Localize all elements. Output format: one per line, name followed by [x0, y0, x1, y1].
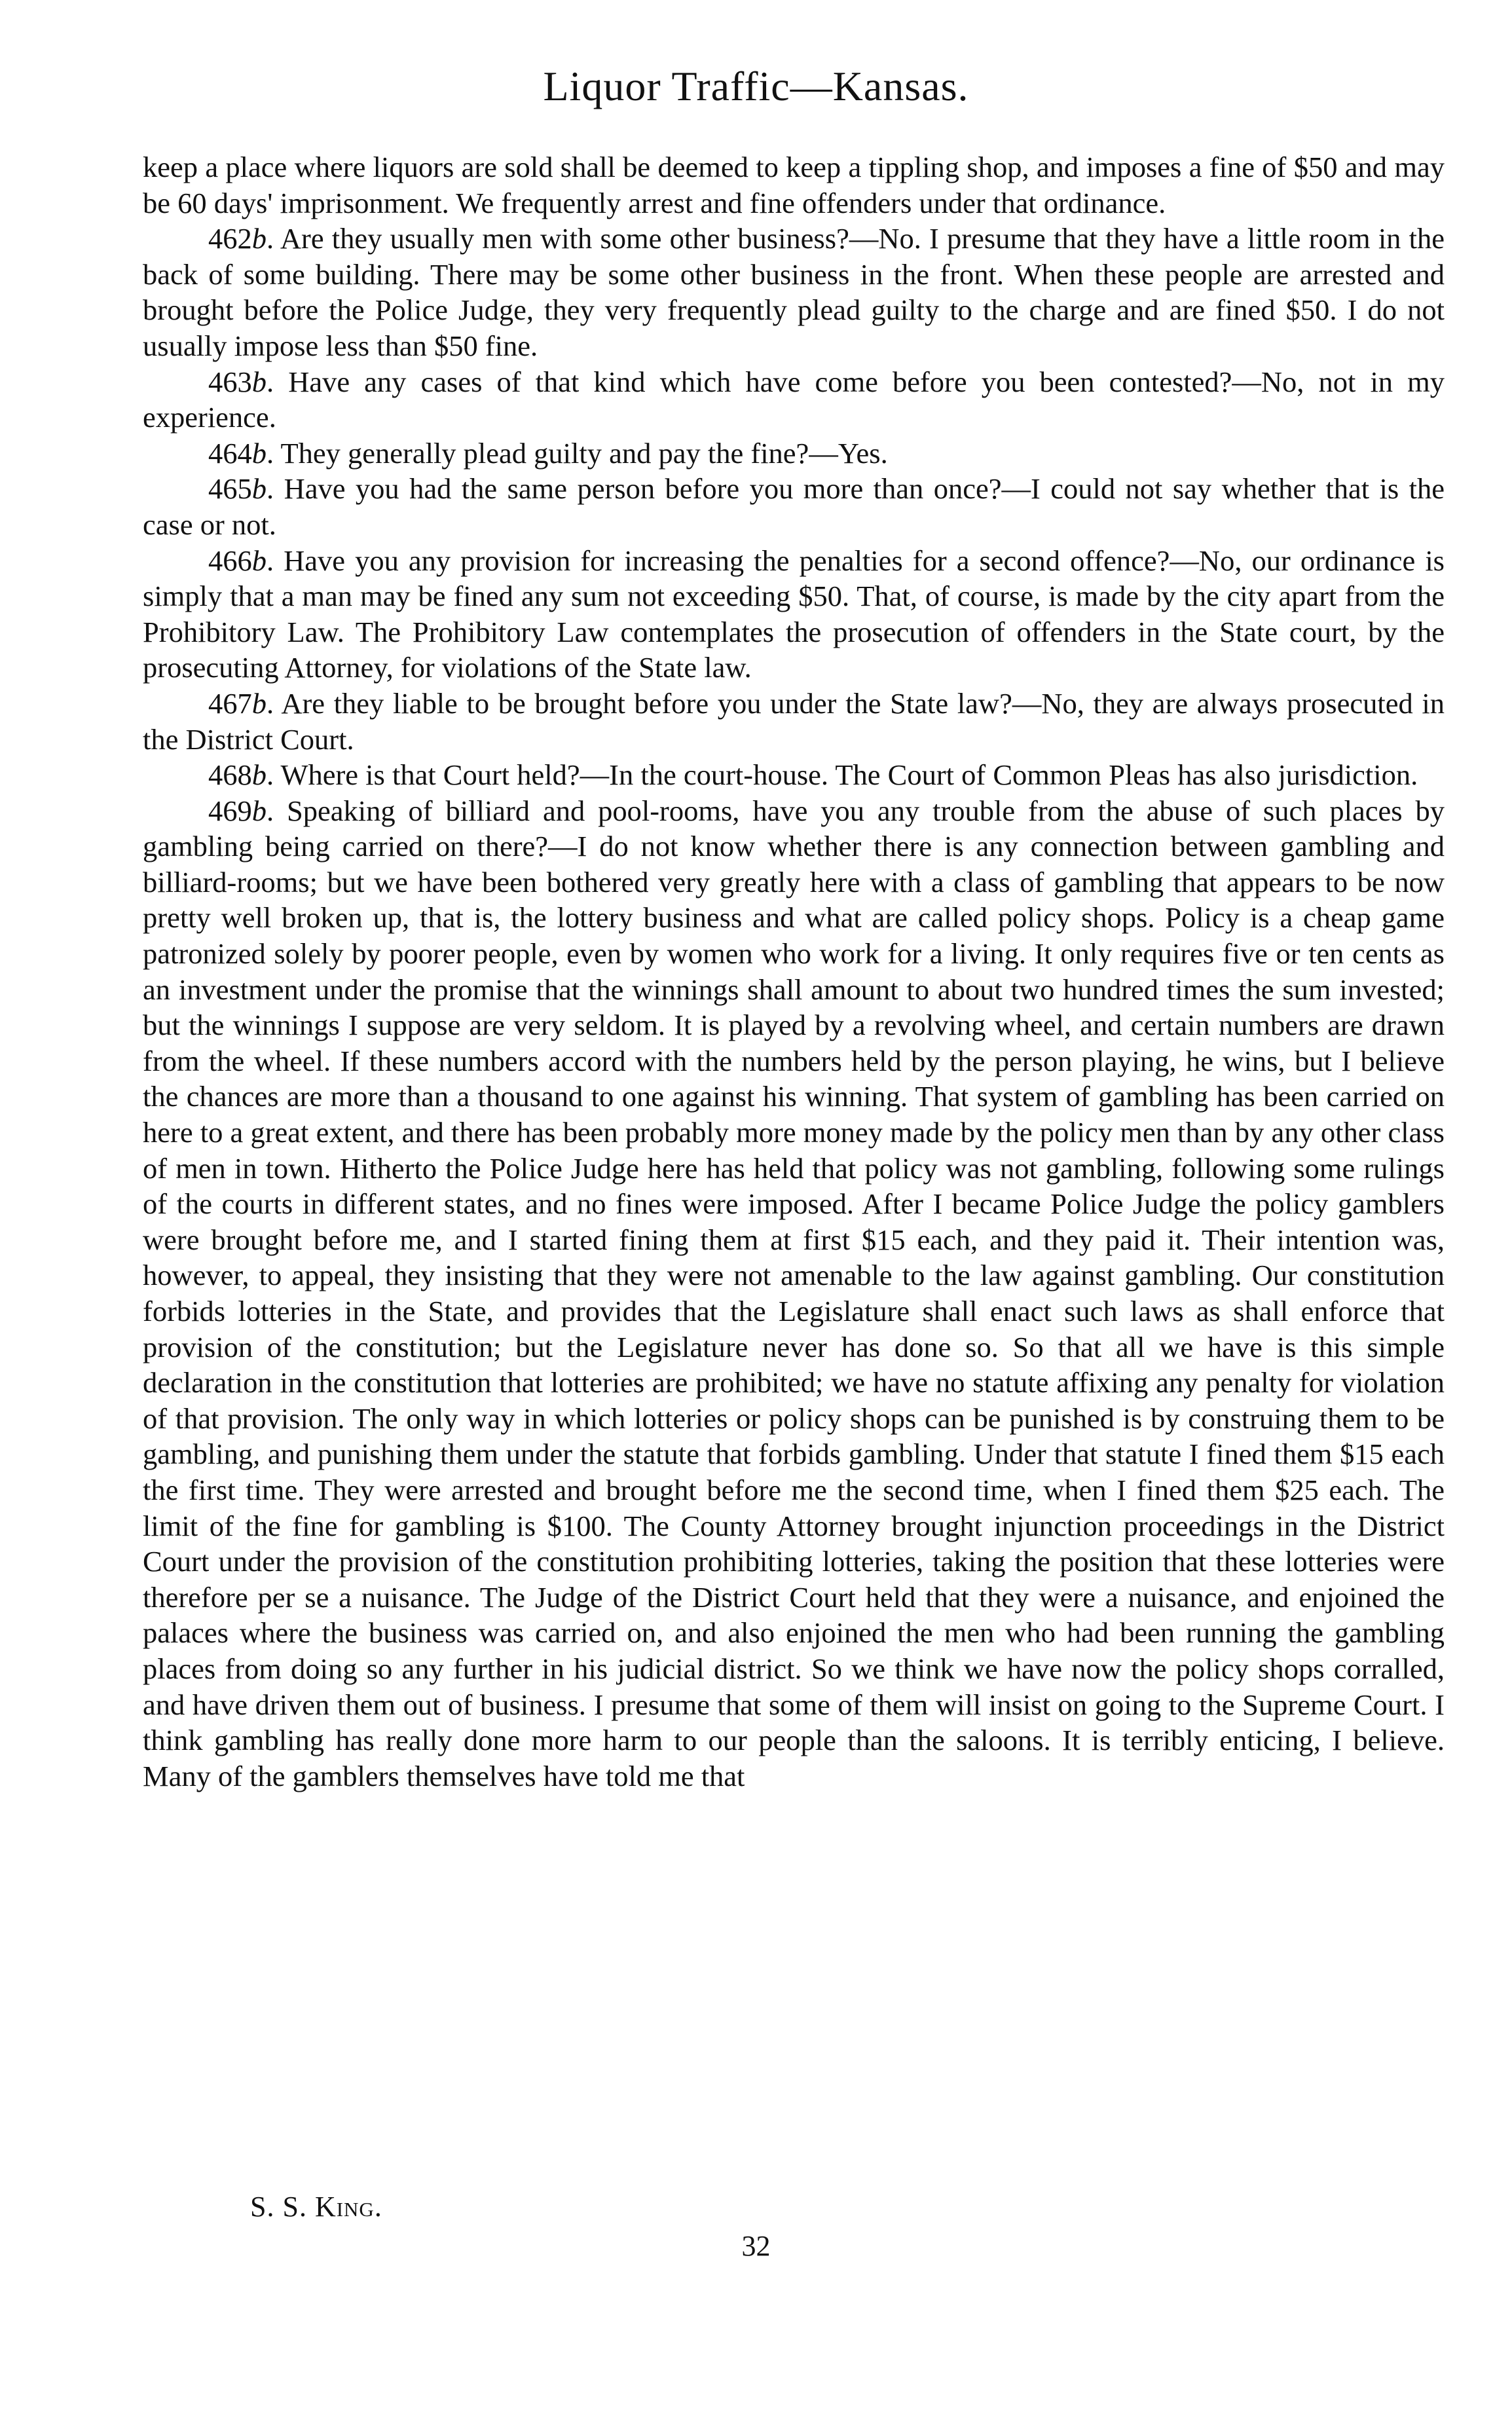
question-number: 463 — [208, 365, 252, 398]
question-number: 469 — [208, 794, 252, 827]
testimony-body — [143, 149, 1445, 1794]
question-number-suffix: b — [251, 686, 267, 720]
paragraph-text: . Speaking of billiard and pool-rooms, have you any trouble from the abuse of such places by gambling being carried on there?—I do not know whether there is any connection between gambling and billiard-rooms; but we have been bothered very greatly here with a class of gambling that appears to be now pretty well broken up, that is, the lottery business and what are called policy shops. Policy is a cheap game patronized solely by poorer people, even by women who work for a living. It only requires five or ten cents as an investment under the promise that the winnings shall amount to about two hundred times the sum invested; but the winnings I suppose are very seldom. It is played by a revolving wheel, and certain numbers are drawn from the wheel. If these numbers accord with the numbers held by the person playing, he wins, but I believe the chances are more than a thousand to one against his winning. That system of gambling has been carried on here to a great extent, and there has been probably more money made by the policy men than by any other class of men in town. Hitherto the Police Judge here has held that policy was not gambling, following some rulings of the courts in different states, and no fines were imposed. After I became Police Judge the policy gamblers were brought before me, and I started fining them at first $15 each, and they paid it. Their intention was, however, to appeal, they insisting that they were not amenable to the law against gambling. Our constitution forbids lotteries in the State, and provides that the Legislature shall enact such laws as shall enforce that provision of the constitution; but the Legislature never has done so. So that all we have is this simple declaration in the constitution that lotteries are prohibited; we have no statute affixing any penalty for violation of that provision. The only way in which lotteries or policy shops can be punished is by construing them to be gambling, and punishing them under the statute that forbids gambling. Under that statute I fined them $15 each the first time. They were arrested and brought before me the second time, when I fined them $25 each. The limit of the fine for gambling is $100. The County Attorney brought injunction proceedings in the District Court under the provision of the constitution prohibiting lotteries, taking the position that these lotteries were therefore per se a nuisance. The Judge of the District Court held that they were a nuisance, and enjoined the palaces where the business was carried on, and also enjoined the men who had been running the gambling places from doing so any further in his judicial district. So we think we have now the policy shops corralled, and have driven them out of business. I presume that some of them will insist on going to the Supreme Court. I think gambling has really done more harm to our people than the saloons. It is terribly enticing, I believe. Many of the gamblers themselves have told me that — [143, 794, 1445, 1792]
question-468b — [143, 757, 1445, 793]
question-number: 468 — [208, 758, 252, 792]
paragraph-text: . Are they usually men with some other business?—No. I presume that they have a little room in the back of some building. There may be some other business in the front. When these people are arrested and brought before the Police Judge, they very frequently plead guilty to the charge and are fined $50. I do not usually impose less than $50 fine. — [143, 222, 1445, 362]
question-465b — [143, 471, 1445, 542]
question-number-suffix: b — [251, 472, 267, 506]
witness-signature: S. S. King. — [250, 2191, 382, 2223]
question-466b — [143, 543, 1445, 686]
question-464b — [143, 436, 1445, 472]
question-number-suffix: b — [251, 222, 267, 255]
page-number: 32 — [741, 2230, 771, 2262]
paragraph-continuation — [143, 149, 1445, 221]
question-number-suffix: b — [251, 365, 267, 398]
running-title: Liquor Traffic—Kansas. — [543, 63, 969, 109]
paragraph-text: keep a place where liquors are sold shall be deemed to keep a tippling shop, and imposes a fine of $50 and may be 60 days' imprisonment. We frequently arrest and fine offenders under that ordinance. — [143, 151, 1445, 219]
question-462b — [143, 221, 1445, 363]
question-number-suffix: b — [251, 436, 267, 470]
question-number-suffix: b — [251, 758, 267, 792]
question-467b — [143, 686, 1445, 757]
question-number: 466 — [208, 544, 252, 577]
paragraph-text: . Where is that Court held?—In the court-house. The Court of Common Pleas has also jurisdiction. — [267, 758, 1418, 792]
question-469b — [143, 793, 1445, 1794]
paragraph-text: . Are they liable to be brought before you under the State law?—No, they are always prosecuted in the District Court. — [143, 686, 1445, 756]
question-number-suffix: b — [251, 544, 267, 577]
paragraph-text: . Have you had the same person before you more than once?—I could not say whether that is the case or not. — [143, 472, 1445, 541]
question-463b — [143, 364, 1445, 436]
paragraph-text: . They generally plead guilty and pay the fine?—Yes. — [267, 436, 888, 470]
question-number-suffix: b — [251, 794, 267, 827]
question-number: 464 — [208, 436, 252, 470]
paragraph-text: . Have any cases of that kind which have come before you been contested?—No, not in my experience. — [143, 365, 1445, 434]
question-number: 467 — [208, 686, 252, 720]
question-number: 465 — [208, 472, 252, 506]
question-number: 462 — [208, 222, 252, 255]
paragraph-text: . Have you any provision for increasing the penalties for a second offence?—No, our ordinance is simply that a man may be fined any sum not exceeding $50. That, of course, is made by the city apart from the Prohibitory Law. The Prohibitory Law contemplates the prosecution of offenders in the State court, by the prosecuting Attorney, for violations of the State law. — [143, 544, 1445, 684]
